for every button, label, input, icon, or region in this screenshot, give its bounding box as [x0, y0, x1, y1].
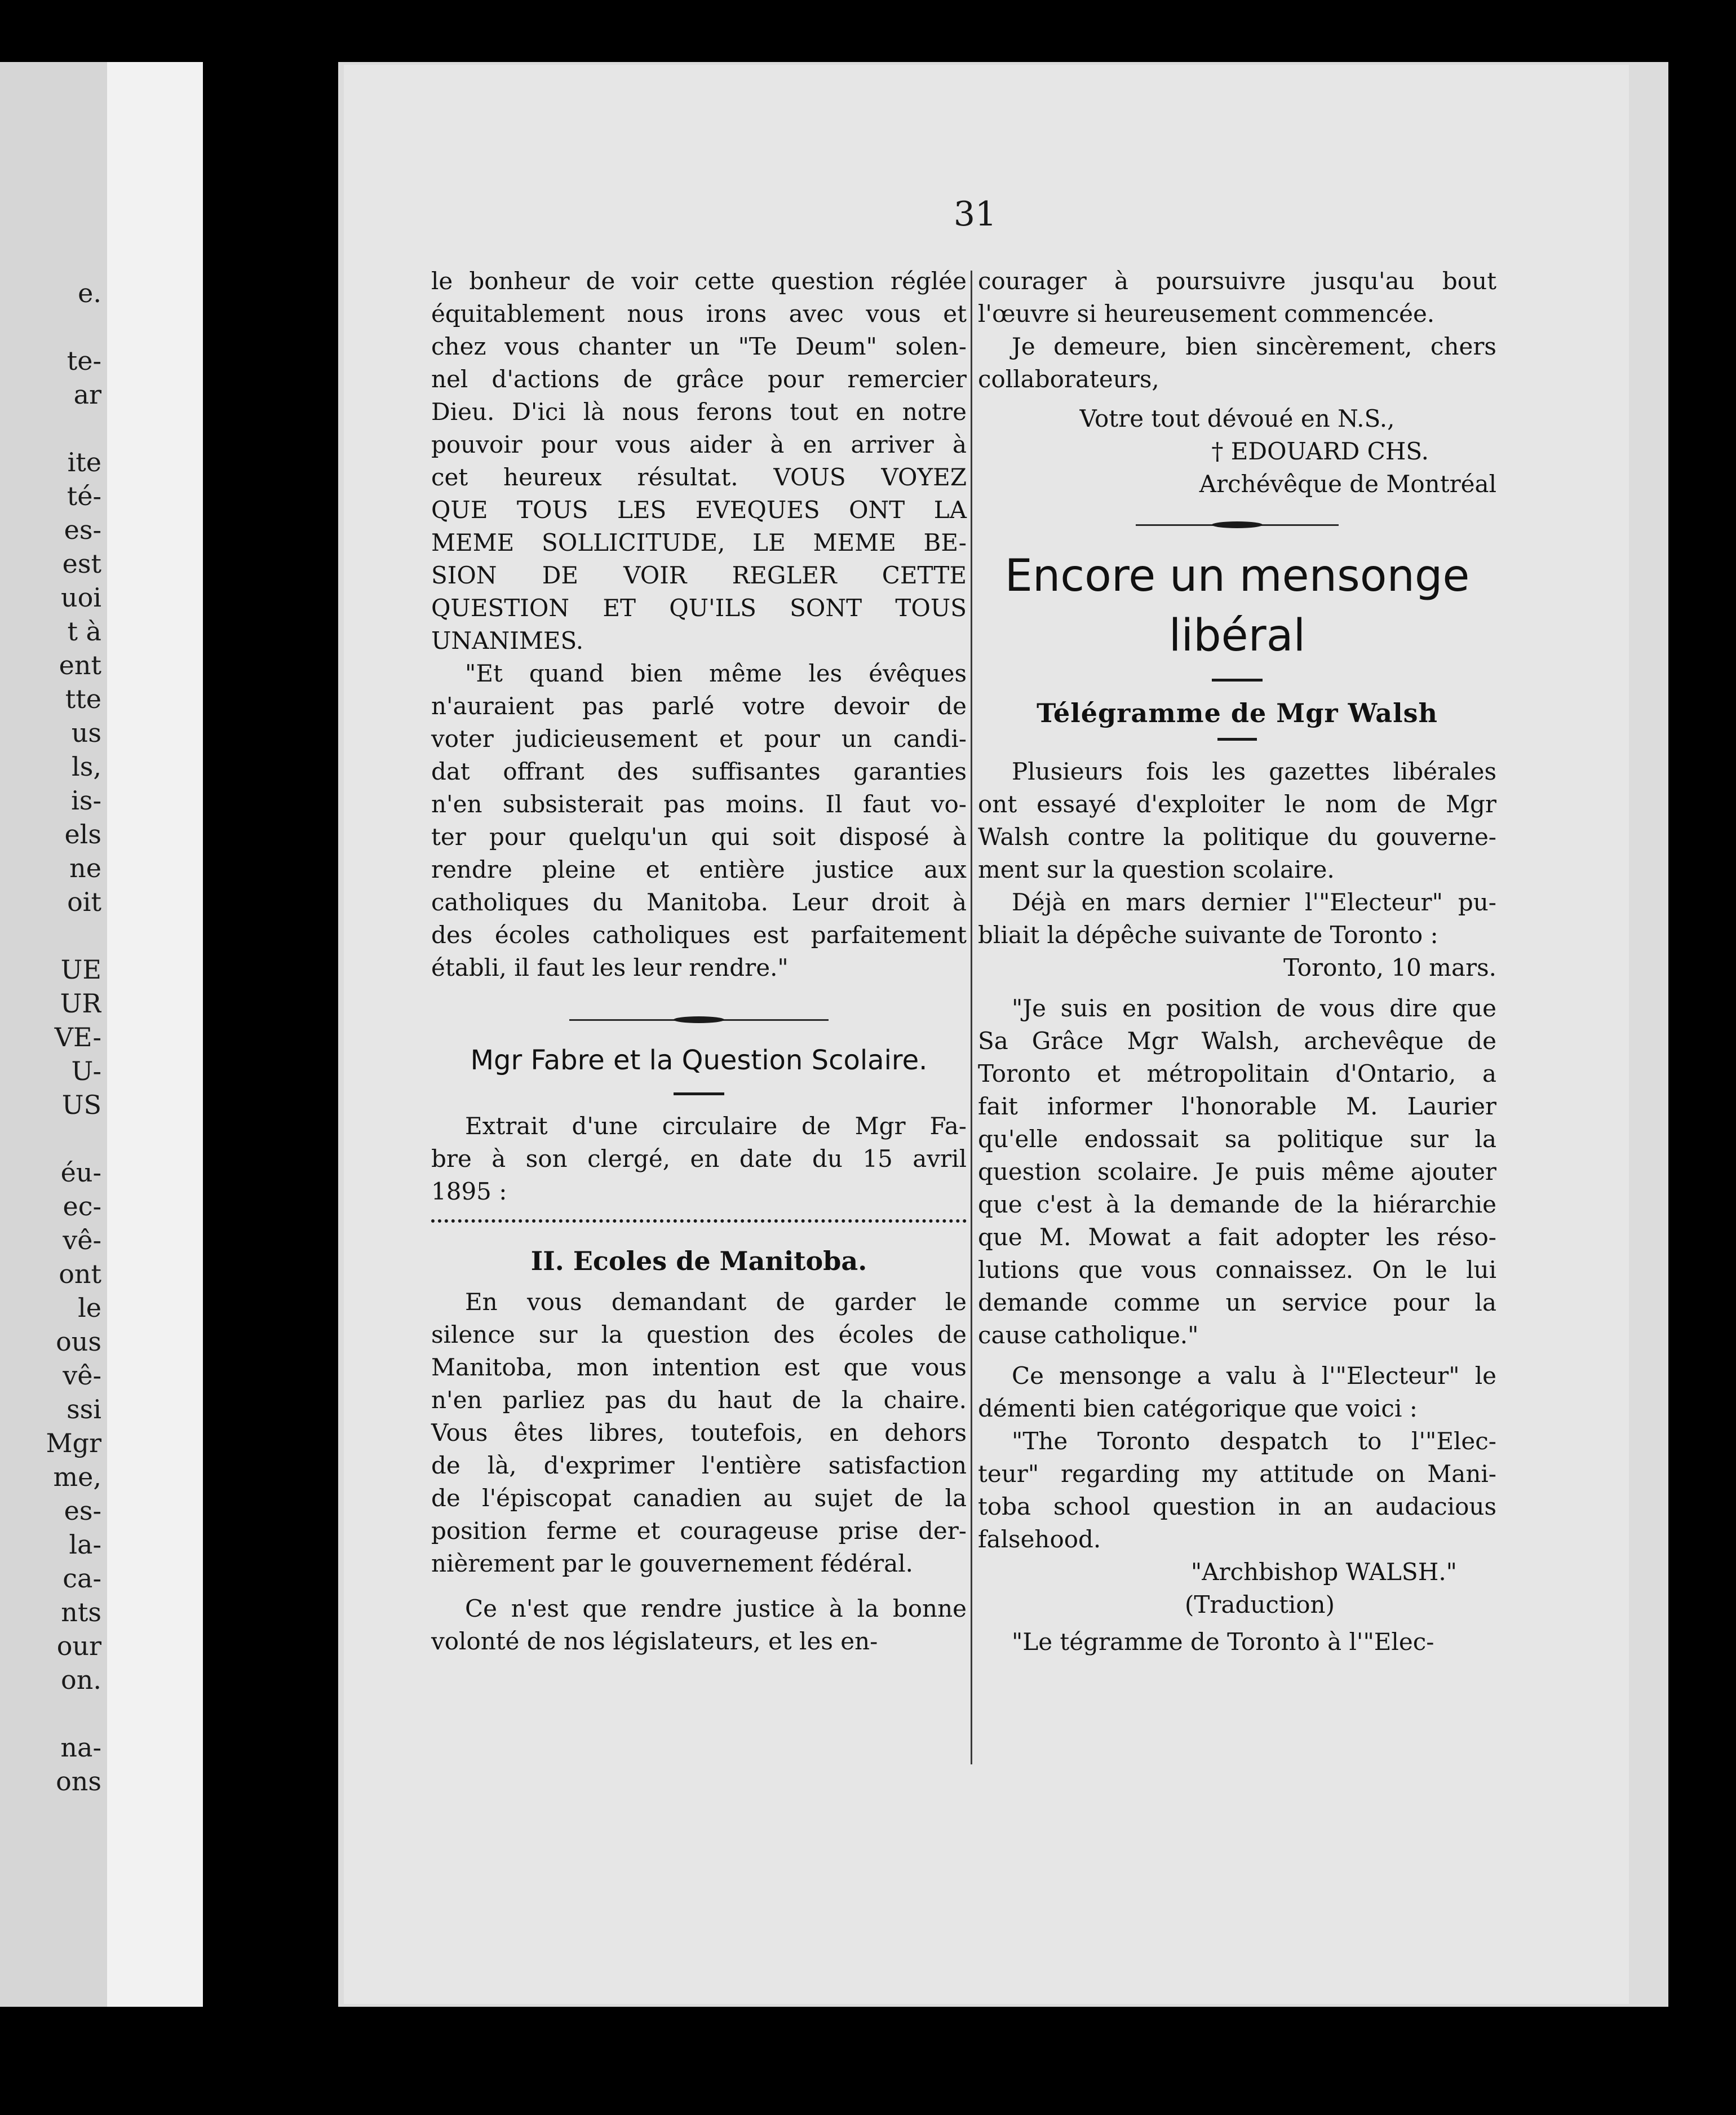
text-line: le bonheur de voir cette question réglée	[431, 267, 967, 295]
quote-paragraph	[431, 657, 967, 984]
facing-page	[0, 62, 203, 2007]
margin-fragment: e.	[78, 278, 101, 308]
final-line: "Le tégramme de Toronto à l'"Elec-	[1012, 1628, 1434, 1656]
margin-fragment: es-	[64, 515, 101, 545]
paragraph-2	[978, 886, 1496, 952]
text-line: dat offrant des suffisantes garanties	[431, 758, 967, 785]
text-line: toba school question in an audacious	[978, 1493, 1496, 1520]
text-line: En vous demandant de garder le	[465, 1288, 967, 1316]
text-line: courager à poursuivre jusqu'au bout	[978, 267, 1496, 295]
text-line: Sa Grâce Mgr Walsh, archevêque de	[978, 1027, 1496, 1055]
margin-fragment: vê-	[63, 1225, 101, 1255]
text-line: demande comme un service pour la	[978, 1289, 1496, 1316]
extract-paragraph	[431, 1110, 967, 1208]
text-line: QUE TOUS LES EVEQUES ONT LA	[431, 496, 967, 524]
margin-fragment: ar	[73, 379, 101, 410]
text-line: Toronto et métropolitain d'Ontario, a	[978, 1060, 1496, 1087]
text-line: UNANIMES.	[431, 627, 584, 654]
closing-paragraph	[431, 1592, 967, 1658]
letter-continuation	[978, 265, 1496, 330]
text-line: cause catholique."	[978, 1321, 1199, 1349]
margin-fragment: tte	[65, 684, 101, 714]
text-line: Extrait d'une circulaire de Mgr Fa-	[465, 1112, 967, 1140]
short-divider	[674, 1092, 724, 1095]
text-line: que M. Mowat a fait adopter les réso-	[978, 1223, 1496, 1251]
text-line: "The Toronto despatch to l'"Elec-	[1012, 1427, 1496, 1455]
text-line: 1895 :	[431, 1178, 507, 1205]
margin-fragment: éu-	[60, 1157, 101, 1188]
text-line: n'auraient pas parlé votre devoir de	[431, 692, 967, 720]
margin-fragment: na-	[60, 1732, 101, 1763]
text-line: teur" regarding my attitude on Mani-	[978, 1460, 1496, 1488]
opening-paragraph	[431, 265, 967, 657]
margin-fragments	[6, 276, 101, 1798]
margin-fragment: me,	[53, 1462, 101, 1492]
telegram-quote	[978, 992, 1496, 1352]
ornament-divider-2	[1136, 523, 1339, 526]
paragraph-3	[978, 1360, 1496, 1425]
text-line: collaborateurs,	[978, 365, 1159, 393]
text-line: falsehood.	[978, 1525, 1101, 1553]
text-line: QUESTION ET QU'ILS SONT TOUS	[431, 594, 967, 622]
text-line: ment sur la question scolaire.	[978, 856, 1335, 883]
text-line: Vous êtes libres, toutefois, en dehors	[431, 1419, 967, 1446]
english-telegram	[978, 1425, 1496, 1556]
margin-fragment: is-	[71, 785, 101, 816]
signature: † EDOUARD CHS.	[1211, 437, 1429, 465]
text-line: lutions que vous connaissez. On le lui	[978, 1256, 1496, 1284]
text-line: question scolaire. Je puis même ajouter	[978, 1158, 1496, 1185]
margin-fragment: us	[71, 718, 101, 748]
text-line: cet heureux résultat. VOUS VOYEZ	[431, 463, 967, 491]
margin-fragment: uoi	[60, 582, 101, 613]
headline-line1: Encore un mensonge	[1004, 551, 1470, 601]
margin-fragment: US	[61, 1090, 101, 1120]
text-line: ter pour quelqu'un qui soit disposé à	[431, 823, 967, 851]
text-line: Dieu. D'ici là nous ferons tout en notre	[431, 398, 967, 426]
margin-fragment: ons	[56, 1766, 101, 1797]
left-column	[431, 265, 967, 1658]
margin-fragment: la-	[69, 1529, 101, 1560]
text-line: catholiques du Manitoba. Leur droit à	[431, 888, 967, 916]
text-line: n'en subsisterait pas moins. Il faut vo-	[431, 790, 967, 818]
short-divider-3	[1217, 738, 1257, 741]
text-line: l'œuvre si heureusement commencée.	[978, 300, 1435, 328]
page-edge	[107, 62, 203, 2007]
page-number: 31	[953, 194, 997, 234]
margin-fragment: le	[78, 1293, 101, 1323]
margin-fragment: VE-	[54, 1022, 101, 1052]
text-line: n'en parliez pas du haut de la chaire.	[431, 1386, 967, 1414]
letter-closing	[978, 330, 1496, 396]
text-line: Ce mensonge a valu à l'"Electeur" le	[1012, 1362, 1496, 1390]
margin-fragment: té-	[67, 481, 101, 511]
text-line: Plusieurs fois les gazettes libérales	[1012, 758, 1496, 785]
text-line: de là, d'exprimer l'entière satisfaction	[431, 1452, 967, 1479]
margin-fragment: ne	[69, 853, 101, 883]
margin-fragment	[6, 1697, 101, 1731]
margin-fragment: els	[64, 819, 101, 849]
text-line: Walsh contre la politique du gouverne-	[978, 823, 1496, 851]
text-line: position ferme et courageuse prise der-	[431, 1517, 967, 1545]
margin-fragment	[6, 412, 101, 445]
paragraph-1	[978, 755, 1496, 886]
margin-fragment: ous	[56, 1326, 101, 1357]
dateline: Toronto, 10 mars.	[1283, 954, 1496, 981]
text-line: bre à son clergé, en date du 15 avril	[431, 1145, 967, 1172]
margin-fragment: our	[56, 1631, 101, 1661]
headline-line2: libéral	[1168, 610, 1306, 661]
section-title: Mgr Fabre et la Question Scolaire.	[470, 1045, 928, 1076]
text-line: rendre pleine et entière justice aux	[431, 856, 967, 883]
margin-fragment: ont	[59, 1259, 101, 1289]
margin-fragment	[6, 919, 101, 953]
margin-fragment: Mgr	[46, 1428, 101, 1458]
text-line: Déjà en mars dernier l'"Electeur" pu-	[1012, 888, 1496, 916]
text-line: établi, il faut les leur rendre."	[431, 954, 789, 981]
margin-fragment: ca-	[63, 1563, 101, 1594]
text-line: nel d'actions de grâce pour remercier	[431, 365, 967, 393]
text-line: Manitoba, mon intention est que vous	[431, 1353, 967, 1381]
text-line: fait informer l'honorable M. Laurier	[978, 1092, 1496, 1120]
right-column	[978, 265, 1496, 1658]
margin-fragment: ite	[67, 447, 101, 477]
margin-fragment: te-	[67, 346, 101, 376]
english-signature: "Archbishop WALSH."	[1190, 1558, 1457, 1586]
margin-fragment: t à	[67, 616, 101, 647]
text-line: "Je suis en position de vous dire que	[1012, 994, 1496, 1022]
margin-fragment: UR	[60, 988, 101, 1019]
ornament-divider	[569, 1018, 829, 1021]
margin-fragment: est	[62, 548, 101, 579]
text-line: que c'est à la demande de la hiérarchie	[978, 1191, 1496, 1218]
subsection-title: II. Ecoles de Manitoba.	[530, 1246, 867, 1276]
text-line: voter judicieusement et pour un candi-	[431, 725, 967, 753]
margin-fragment: oit	[67, 887, 101, 917]
text-line: bliait la dépêche suivante de Toronto :	[978, 921, 1438, 949]
signature-title: Archévêque de Montréal	[1199, 470, 1496, 498]
margin-fragment: ls,	[72, 751, 101, 782]
text-line: "Et quand bien même les évêques	[465, 660, 967, 687]
text-line: démenti bien catégorique que voici :	[978, 1395, 1418, 1422]
text-line: Je demeure, bien sincèrement, chers	[1012, 333, 1496, 360]
margin-fragment: nts	[61, 1597, 101, 1627]
text-line: de l'épiscopat canadien au sujet de la	[431, 1484, 967, 1512]
text-line: nièrement par le gouvernement fédéral.	[431, 1550, 914, 1577]
margin-fragment: ec-	[63, 1191, 101, 1222]
subheadline: Télégramme de Mgr Walsh	[1037, 698, 1438, 728]
margin-fragment: U-	[71, 1056, 101, 1086]
margin-fragment: UE	[60, 954, 101, 985]
dotted-divider	[431, 1219, 967, 1223]
body-paragraph	[431, 1286, 967, 1580]
short-divider-2	[1212, 679, 1263, 682]
text-line: pouvoir pour vous aider à en arriver à	[431, 431, 967, 458]
translation-label: (Traduction)	[1184, 1591, 1335, 1618]
margin-fragment: vê-	[63, 1360, 101, 1391]
text-line: chez vous chanter un "Te Deum" solen-	[431, 333, 967, 360]
column-divider	[971, 271, 972, 1764]
margin-fragment: es-	[64, 1495, 101, 1526]
margin-fragment	[6, 1122, 101, 1156]
margin-fragment	[6, 310, 101, 344]
text-line: Ce n'est que rendre justice à la bonne	[465, 1595, 967, 1622]
text-line: qu'elle endossait sa politique sur la	[978, 1125, 1496, 1153]
text-line: équitablement nous irons avec vous et	[431, 300, 967, 328]
margin-fragment: on.	[61, 1665, 101, 1695]
text-line: silence sur la question des écoles de	[431, 1321, 967, 1348]
text-line: des écoles catholiques est parfaitement	[431, 921, 967, 949]
margin-fragment: ssi	[67, 1394, 101, 1424]
text-line: SION DE VOIR REGLER CETTE	[431, 561, 967, 589]
text-line: MEME SOLLICITUDE, LE MEME BE-	[431, 529, 967, 556]
text-line: ont essayé d'exploiter le nom de Mgr	[978, 790, 1496, 818]
signoff: Votre tout dévoué en N.S.,	[1079, 405, 1395, 432]
text-line: volonté de nos législateurs, et les en-	[431, 1627, 878, 1655]
margin-fragment: ent	[59, 650, 101, 680]
